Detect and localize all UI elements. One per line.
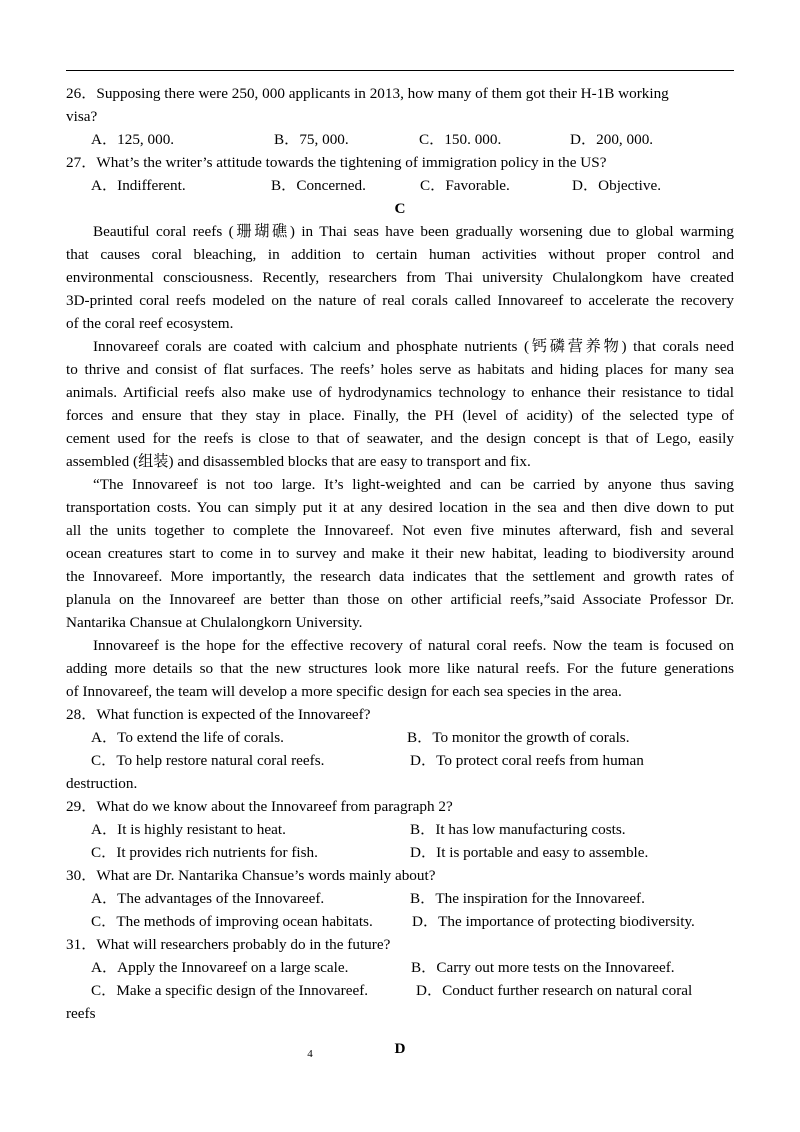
text-line: “The Innovareef is not too large. It’s light-weighted and can be carried by anyone thus saving [93,476,734,493]
option-d: D．The importance of protecting biodiversity. [412,913,695,930]
text-line: Beautiful coral reefs (珊瑚礁) in Thai seas have been gradually worsening due to global warming [93,223,734,240]
text-line: that causes coral bleaching, in addition to certain human activities without proper control and [66,246,734,263]
text-line: of Innovareef, the team will develop a more specific design for each sea species in the area. [66,683,622,700]
option-d: D．It is portable and easy to assemble. [410,844,649,861]
option-c: C．150. 000. [419,131,502,148]
answer-options [66,749,734,772]
question-26 [66,82,734,151]
text-line: transportation costs. You can simply put it at any desired location in the sea and then dive down to put [66,499,734,516]
question-stem-continued: visa? [66,108,98,125]
option-c: C．To help restore natural coral reefs. [91,752,325,769]
option-b: B．The inspiration for the Innovareef. [410,890,645,907]
passage-c [66,220,734,703]
question-stem: 31．What will researchers probably do in the future? [66,936,391,953]
text-line: Innovareef corals are coated with calcium and phosphate nutrients (钙磷营养物) that corals need [93,338,734,355]
option-a: A．The advantages of the Innovareef. [91,890,325,907]
option-d-continued: destruction. [66,775,138,792]
option-c: C．It provides rich nutrients for fish. [91,844,318,861]
option-b: B．It has low manufacturing costs. [410,821,626,838]
option-d: D．Objective. [572,177,661,194]
option-b: B．75, 000. [274,131,349,148]
text-line: environmental consciousness. Recently, researchers from Thai university Chulalongkom have created [66,269,734,286]
text-line: of the coral reef ecosystem. [66,315,234,332]
answer-options [66,128,734,151]
option-b: B．Concerned. [271,177,366,194]
answer-options [66,956,734,979]
answer-options [66,726,734,749]
exam-page-content [66,82,734,1060]
answer-options [66,887,734,910]
section-heading-c: C [394,200,406,217]
question-29 [66,795,734,864]
text-line: 3D-printed coral reefs modeled on the nature of real corals called Innovareef to accelerate the recovery [66,292,734,309]
text-line: adding more details so that the new structures look more like natural reefs. For the future generations [66,660,734,677]
question-stem: 29．What do we know about the Innovareef from paragraph 2? [66,798,453,815]
answer-options [66,910,734,933]
text-line: the Innovareef. More importantly, the research data indicates that the settlement and growth rates of [66,568,734,585]
answer-options [66,174,734,197]
question-28 [66,703,734,795]
option-b: B．To monitor the growth of corals. [407,729,630,746]
question-stem: 26．Supposing there were 250, 000 applicants in 2013, how many of them got their H-1B working [66,85,669,102]
option-c: C．The methods of improving ocean habitats. [91,913,373,930]
text-line: forces and ensure that they stay in place. Finally, the PH (level of acidity) of the selected type of [66,407,734,424]
text-line: ocean creatures start to come in to survey and make it their new habitat, leading to biodiversity around [66,545,734,562]
option-a: A．Apply the Innovareef on a large scale. [91,959,349,976]
paragraph-4 [66,634,734,703]
page-number: 4 [307,1048,313,1060]
paragraph-1 [66,220,734,335]
option-d: D．200, 000. [570,131,654,148]
question-stem: 30．What are Dr. Nantarika Chansue’s words mainly about? [66,867,436,884]
question-stem: 27．What’s the writer’s attitude towards the tightening of immigration policy in the US? [66,154,607,171]
text-line: assembled (组装) and disassembled blocks that are easy to transport and fix. [66,453,531,470]
text-line: cement used for the reefs is close to that of seawater, and the design concept is that of Lego, easily [66,430,734,447]
paragraph-3 [66,473,734,634]
text-line: Nantarika Chansue at Chulalongkorn University. [66,614,363,631]
question-27 [66,151,734,197]
text-line: planula on the Innovareef are better than those on other artificial reefs,”said Associate Professor Dr. [66,591,734,608]
header-rule [66,70,734,71]
text-line: Innovareef is the hope for the effective recovery of natural coral reefs. Now the team is focused on [93,637,734,654]
question-30 [66,864,734,933]
option-a: A．It is highly resistant to heat. [91,821,286,838]
option-c: C．Favorable. [420,177,510,194]
answer-options [66,841,734,864]
text-line: to thrive and consist of flat surfaces. The reefs’ holes serve as habitats and hiding places for many sea [66,361,734,378]
text-line: all the units together to complete the Innovareef. Not even five minutes afterward, fish and several [66,522,734,539]
option-d: D．Conduct further research on natural coral [416,982,693,999]
option-a: A．To extend the life of corals. [91,729,284,746]
question-stem: 28．What function is expected of the Innovareef? [66,706,371,723]
section-heading-d: D [394,1040,406,1057]
answer-options [66,818,734,841]
option-a: A．Indifferent. [91,177,186,194]
option-b: B．Carry out more tests on the Innovareef. [411,959,675,976]
option-d-continued: reefs [66,1005,96,1022]
option-c: C．Make a specific design of the Innovareef. [91,982,369,999]
option-d: D．To protect coral reefs from human [410,752,644,769]
option-a: A．125, 000. [91,131,175,148]
paragraph-2 [66,335,734,473]
answer-options [66,979,734,1002]
text-line: animals. Artificial reefs also make use of hydrodynamics technology to enhance their resistance to tidal [66,384,734,401]
question-31 [66,933,734,1025]
